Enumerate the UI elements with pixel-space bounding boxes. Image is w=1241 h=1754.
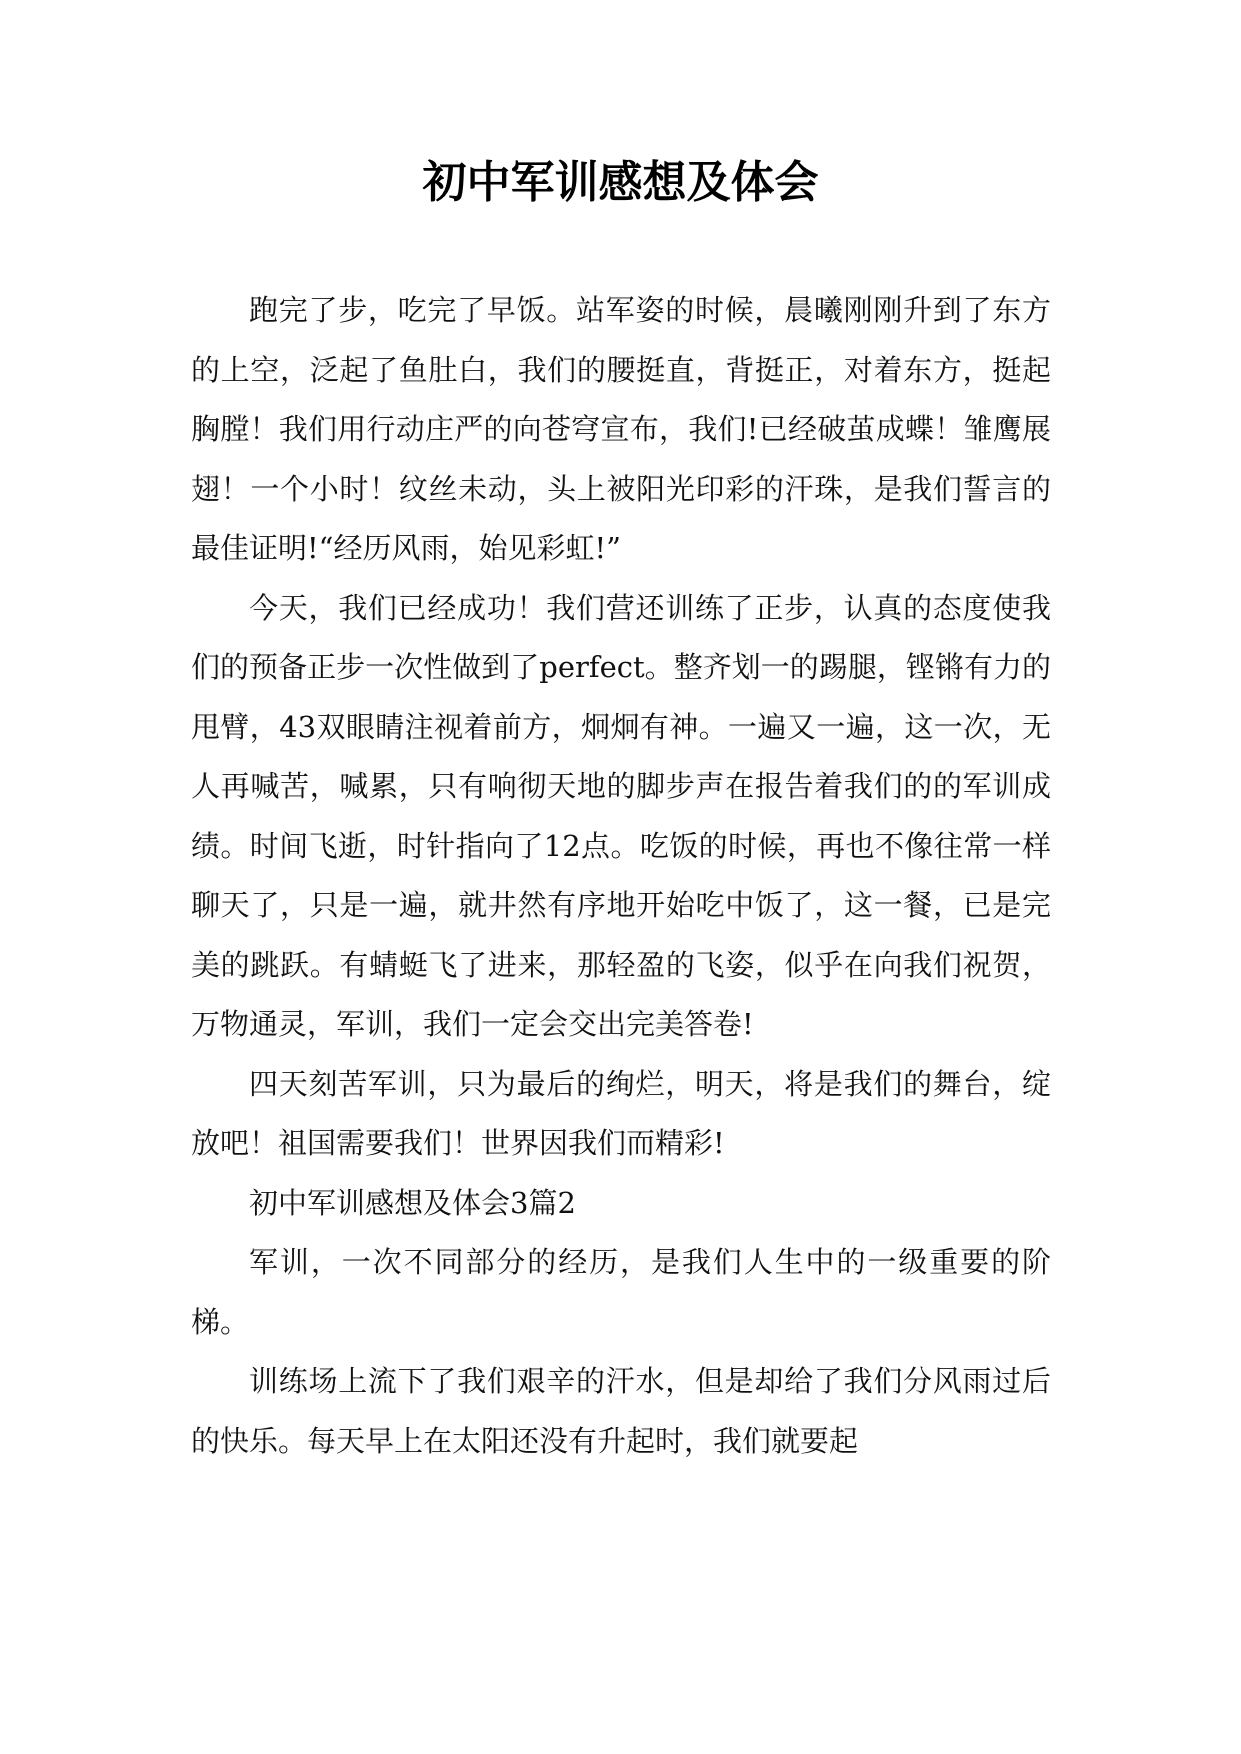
section-heading: 初中军训感想及体会3篇2 xyxy=(249,1185,576,1220)
paragraph: 军训，一次不同部分的经历，是我们人生中的一级重要的阶梯。 xyxy=(191,1245,1051,1339)
paragraph: 跑完了步，吃完了早饭。站军姿的时候，晨曦刚刚升到了东方的上空，泛起了鱼肚白，我们的腰挺直，背挺正，对着东方，挺起胸膛！我们用行动庄严的向苍穹宣布，我们!已经破茧成蝶！雏鹰展翅！一个小时！纹丝未动，头上被阳光印彩的汗珠，是我们誓言的最佳证明!“经历风雨，始见彩虹!” xyxy=(191,293,1051,565)
paragraph: 训练场上流下了我们艰辛的汗水，但是却给了我们分风雨过后的快乐。每天早上在太阳还没有升起时，我们就要起 xyxy=(191,1364,1051,1458)
paragraph: 四天刻苦军训，只为最后的绚烂，明天，将是我们的舞台，绽放吧！祖国需要我们！世界因我们而精彩! xyxy=(191,1066,1051,1160)
paragraph: 今天，我们已经成功！我们营还训练了正步，认真的态度使我们的预备正步一次性做到了perfect。整齐划一的踢腿，铿锵有力的甩臂，43双眼睛注视着前方，炯炯有神。一遍又一遍，这一次，无人再喊苦，喊累，只有响彻天地的脚步声在报告着我们的的军训成绩。时间飞逝，时针指向了12点。吃饭的时候，再也不像往常一样聊天了，只是一遍，就井然有序地开始吃中饭了，这一餐，已是完美的跳跃。有蜻蜓飞了进来，那轻盈的飞姿，似乎在向我们祝贺，万物通灵，军训，我们一定会交出完美答卷! xyxy=(191,590,1051,1041)
document-body xyxy=(191,281,1051,1471)
document-title: 初中军训感想及体会 xyxy=(422,157,819,208)
